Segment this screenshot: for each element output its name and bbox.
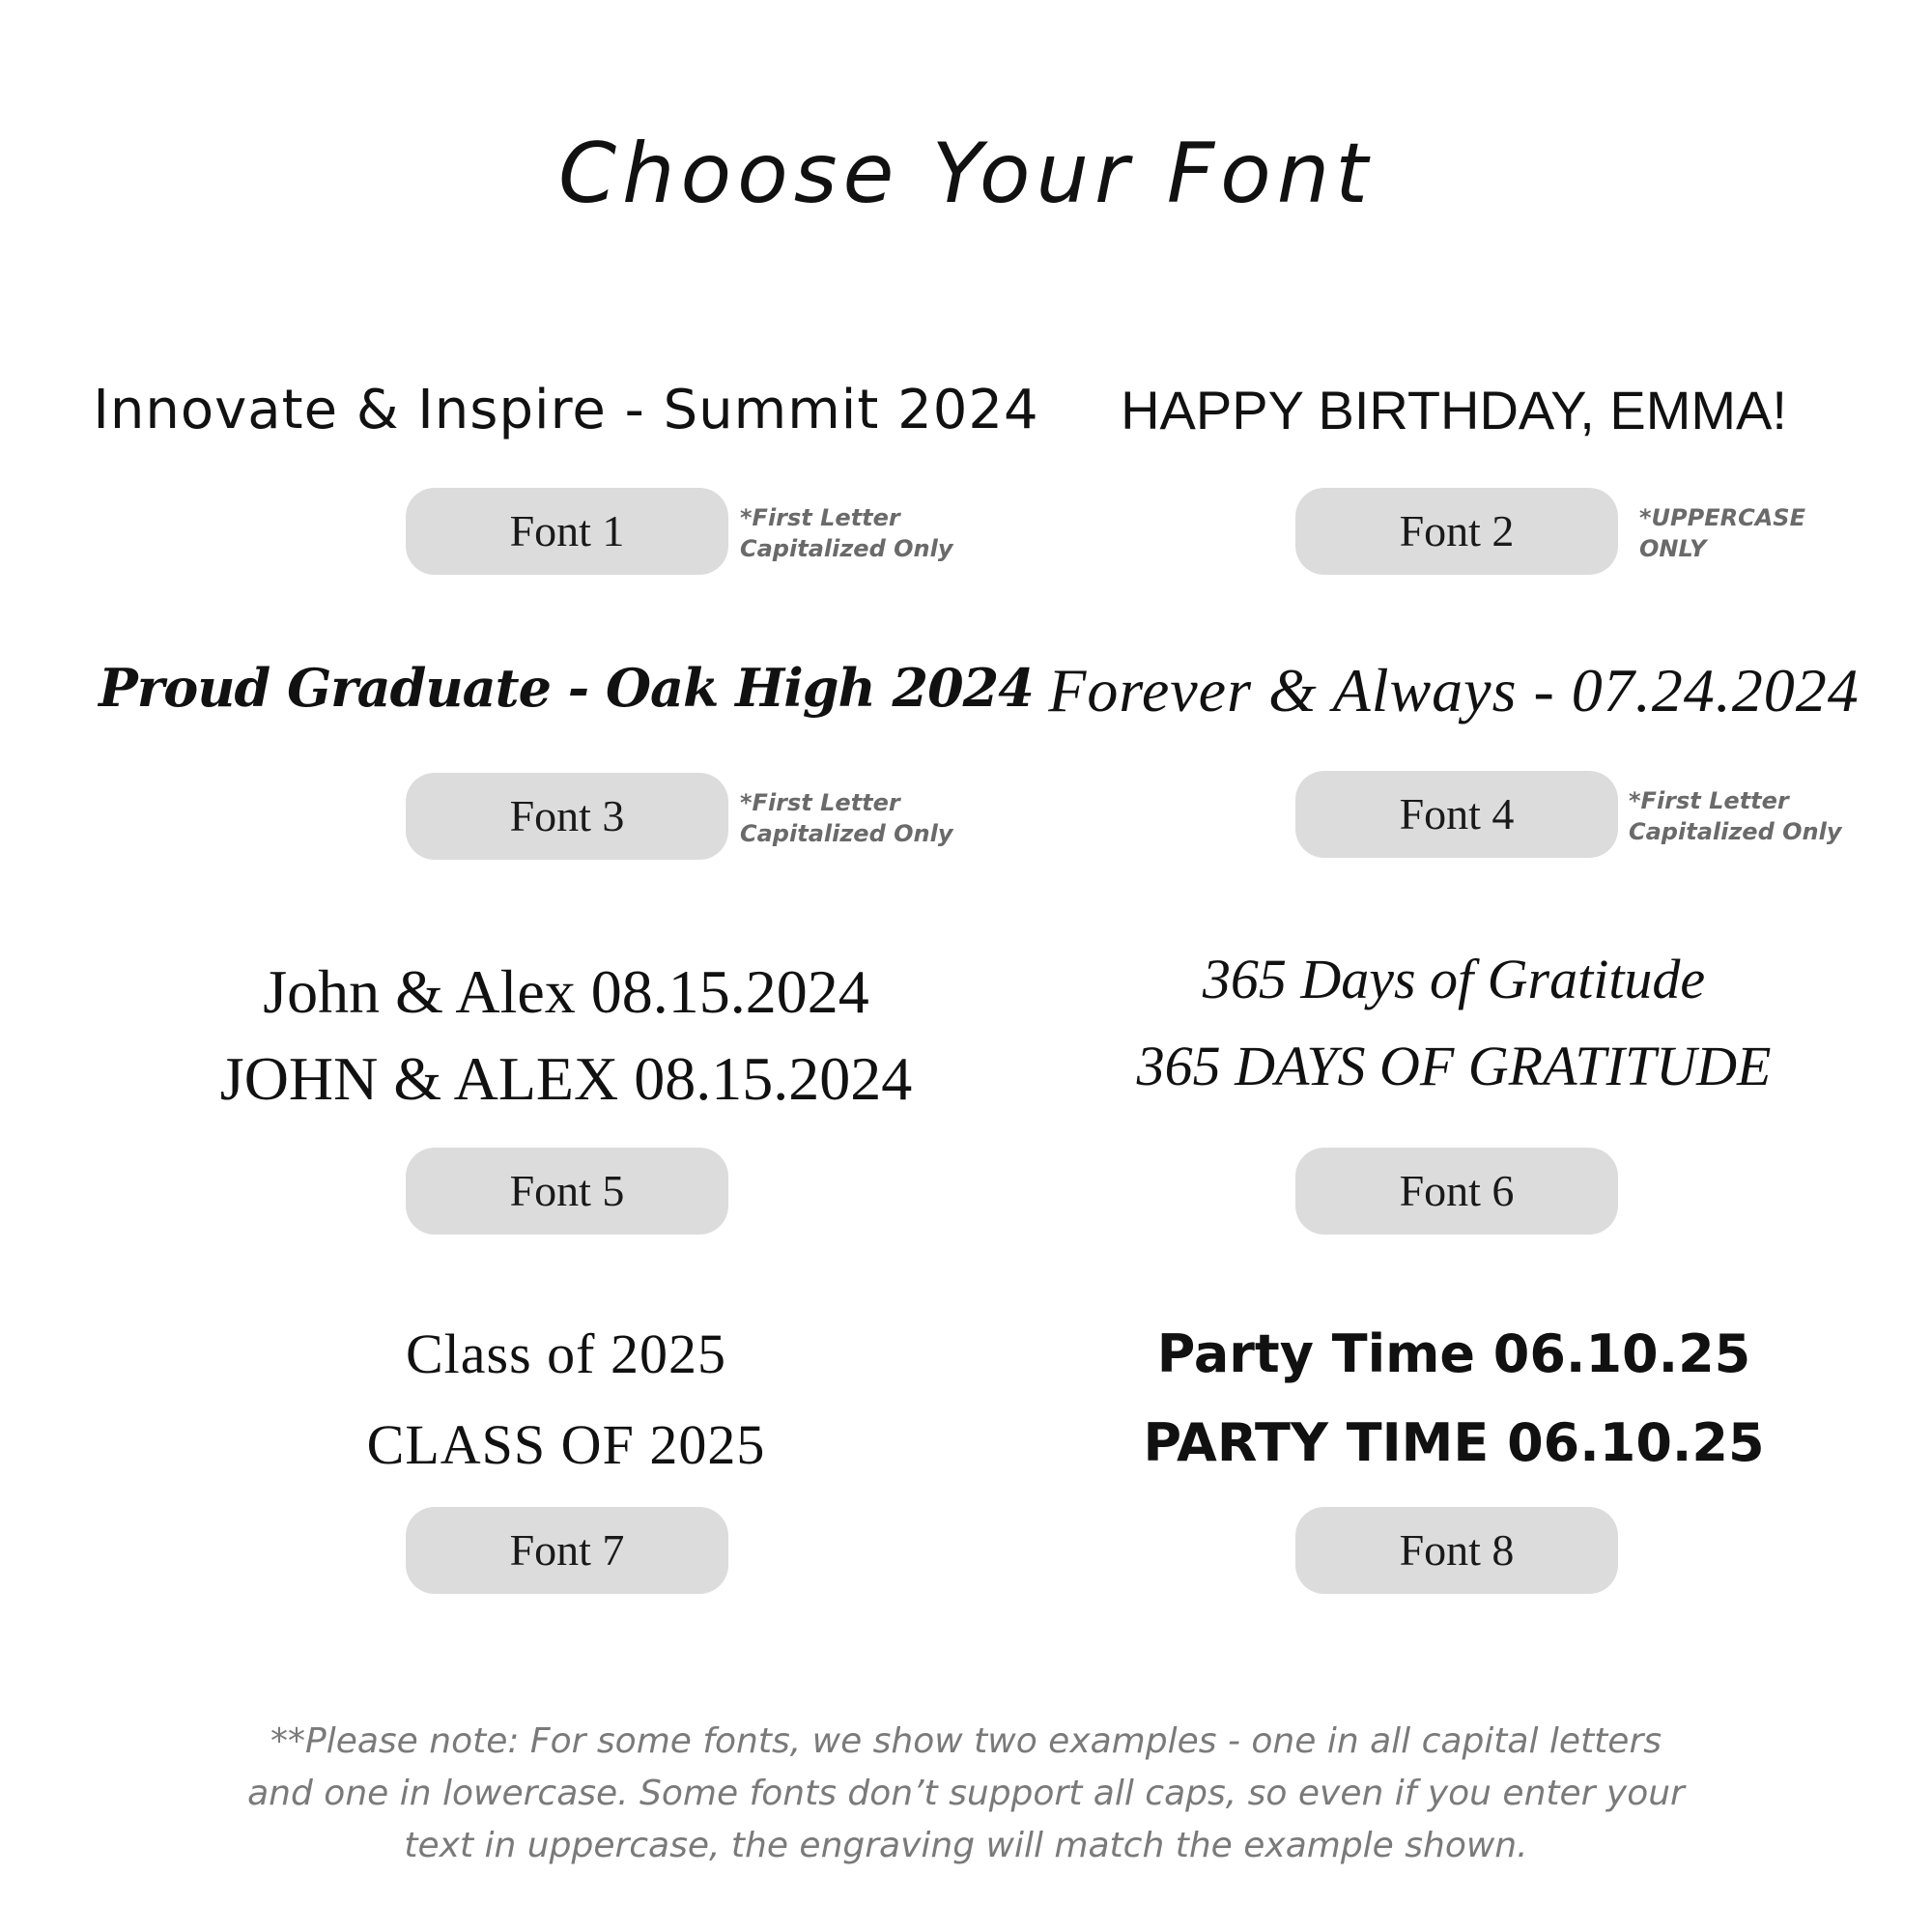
font-6-sample-uppercase: 365 DAYS OF GRATITUDE bbox=[1136, 1035, 1772, 1097]
font-4-sample: Forever & Always - 07.24.2024 bbox=[1048, 656, 1860, 724]
font-8-button[interactable]: Font 8 bbox=[1295, 1507, 1618, 1594]
font-1-note-line-1: *First Letter bbox=[740, 504, 900, 531]
font-4-note bbox=[1629, 785, 1841, 847]
font-5-button[interactable]: Font 5 bbox=[406, 1148, 728, 1235]
font-5-sample-lowercase: John & Alex 08.15.2024 bbox=[263, 957, 869, 1026]
font-5-sample-uppercase: JOHN & ALEX 08.15.2024 bbox=[219, 1044, 913, 1113]
footer-note-line-3: text in uppercase, the engraving will match the example shown. bbox=[404, 1826, 1528, 1865]
font-8-sample-lowercase: Party Time 06.10.25 bbox=[1156, 1323, 1751, 1384]
font-3-note-line-1: *First Letter bbox=[740, 789, 900, 816]
font-6-sample-lowercase: 365 Days of Gratitude bbox=[1202, 948, 1706, 1010]
font-4-button[interactable]: Font 4 bbox=[1295, 771, 1618, 858]
font-2-sample: HAPPY BIRTHDAY, EMMA! bbox=[1121, 380, 1787, 440]
font-4-note-line-2: Capitalized Only bbox=[1629, 818, 1842, 845]
footer-note-line-1: **Please note: For some fonts, we show two examples - one in all capital letters bbox=[270, 1721, 1662, 1761]
footer-note-line-2: and one in lowercase. Some fonts don’t support all caps, so even if you enter your bbox=[247, 1774, 1685, 1813]
font-7-button[interactable]: Font 7 bbox=[406, 1507, 728, 1594]
font-1-note-line-2: Capitalized Only bbox=[740, 535, 953, 562]
font-3-button[interactable]: Font 3 bbox=[406, 773, 728, 860]
font-2-note-line-1: *UPPERCASE bbox=[1639, 504, 1805, 531]
font-2-button[interactable]: Font 2 bbox=[1295, 488, 1618, 575]
page-title: Choose Your Font bbox=[557, 126, 1375, 222]
font-3-note bbox=[740, 787, 952, 849]
font-3-sample: Proud Graduate - Oak High 2024 bbox=[99, 657, 1034, 719]
font-2-note bbox=[1639, 502, 1805, 564]
font-7-sample-uppercase: CLASS OF 2025 bbox=[366, 1413, 766, 1476]
font-8-sample-uppercase: PARTY TIME 06.10.25 bbox=[1143, 1412, 1765, 1473]
font-2-note-line-2: ONLY bbox=[1639, 535, 1707, 562]
font-7-sample-lowercase: Class of 2025 bbox=[406, 1322, 726, 1385]
font-1-note bbox=[740, 502, 952, 564]
font-1-sample: Innovate & Inspire - Summit 2024 bbox=[93, 379, 1039, 441]
footer-note bbox=[193, 1716, 1739, 1872]
font-6-button[interactable]: Font 6 bbox=[1295, 1148, 1618, 1235]
font-3-note-line-2: Capitalized Only bbox=[740, 820, 953, 847]
font-4-note-line-1: *First Letter bbox=[1629, 787, 1789, 814]
font-1-button[interactable]: Font 1 bbox=[406, 488, 728, 575]
